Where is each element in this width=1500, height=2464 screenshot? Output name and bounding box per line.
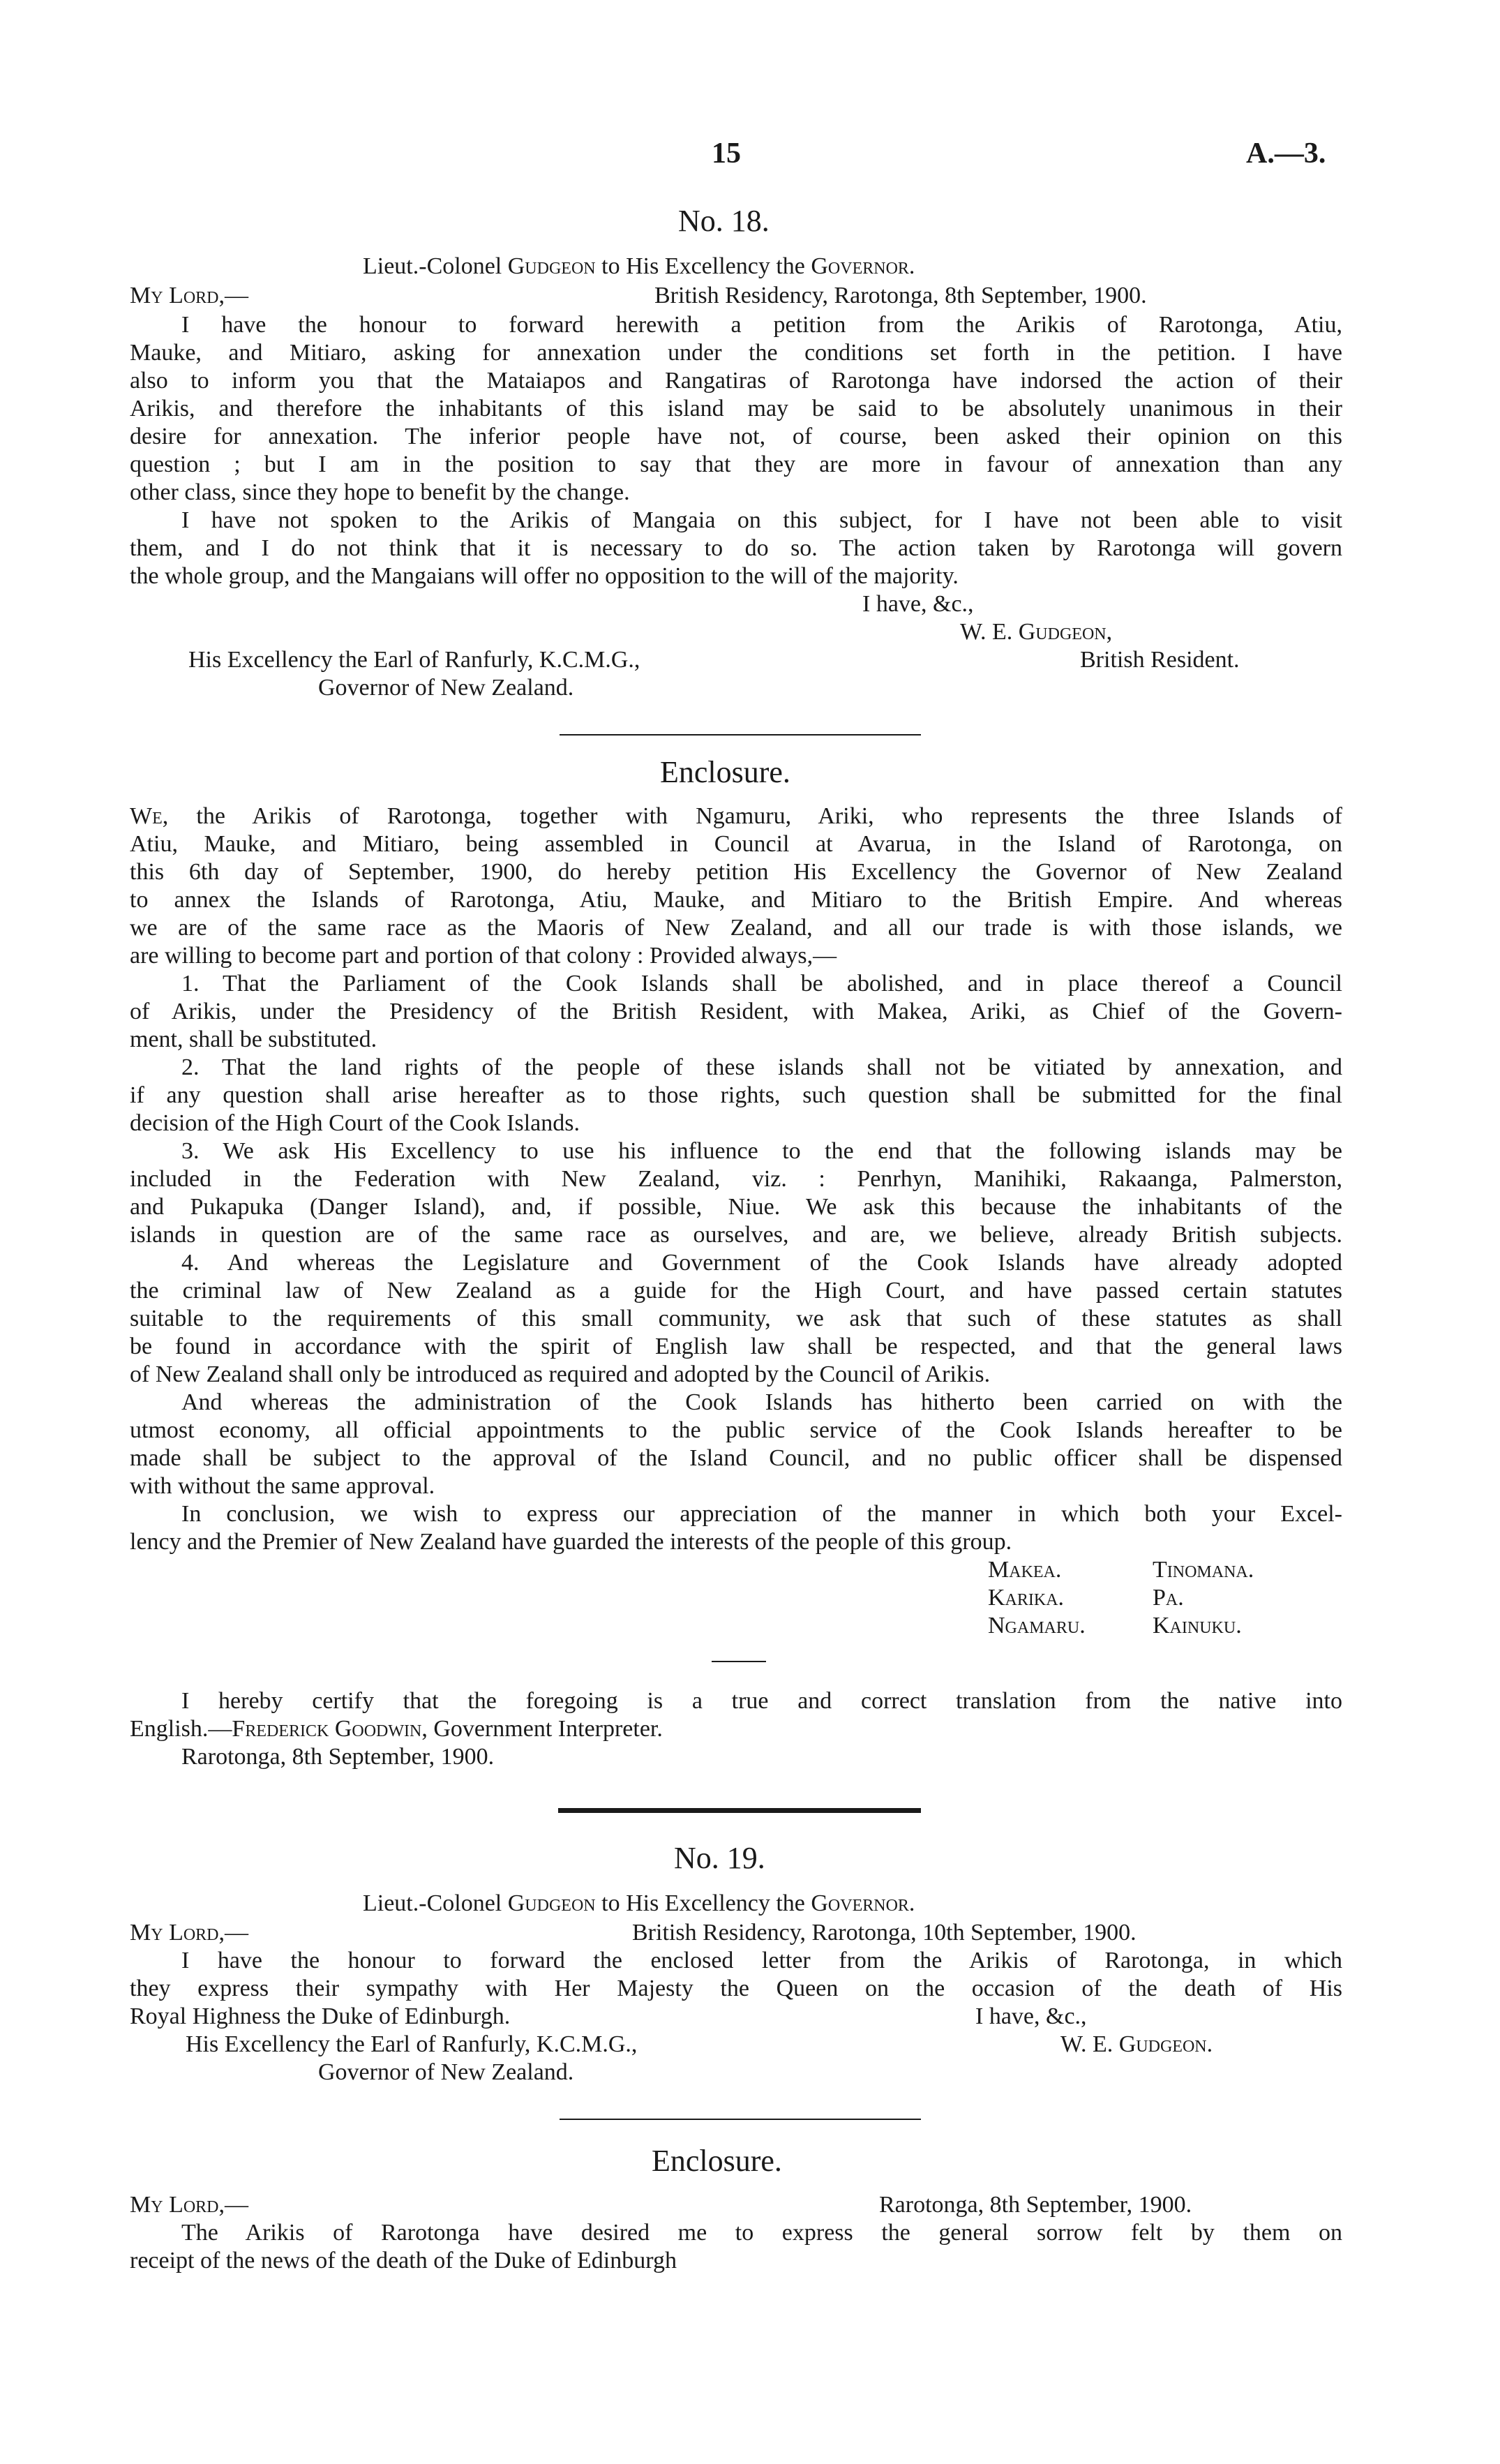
text-line bbox=[130, 1715, 1342, 1743]
text-line: suitable to the requirements of this small community, we ask that such of these statutes as shall bbox=[130, 1306, 1342, 1331]
letter-19-signer: W. E. Gudgeon. bbox=[1060, 2031, 1213, 2057]
enclosure-2-dateline: Rarotonga, 8th September, 1900. bbox=[879, 2192, 1192, 2218]
signatory-tinomana: Tinomana. bbox=[1153, 1557, 1254, 1583]
text-line: Rarotonga, 8th September, 1900. bbox=[181, 1744, 495, 1770]
letter-19-dateline: British Residency, Rarotonga, 10th September, 1900. bbox=[632, 1920, 1137, 1946]
text-line: also to inform you that the Mataiapos and Rangatiras of Rarotonga have indorsed the action of their bbox=[130, 368, 1342, 394]
text-line: 3. We ask His Excellency to use his influence to the end that the following islands may be bbox=[181, 1138, 1342, 1164]
text-line: Atiu, Mauke, and Mitiaro, being assembled in Council at Avarua, in the Island of Rarotonga, on bbox=[130, 831, 1342, 857]
signatory-makea: Makea. bbox=[988, 1557, 1062, 1583]
enclosure-2-heading: Enclosure. bbox=[652, 2144, 782, 2178]
text-line: the whole group, and the Mangaians will offer no opposition to the will of the majority. bbox=[130, 563, 959, 589]
text-line: Mauke, and Mitiaro, asking for annexation under the conditions set forth in the petition. I have bbox=[130, 340, 1342, 366]
letter-19-addressee: His Excellency the Earl of Ranfurly, K.C.M.G., bbox=[186, 2031, 638, 2057]
subheading-text: Lieut.-Colonel bbox=[363, 1890, 508, 1916]
text-line: are willing to become part and portion of that colony : Provided always,— bbox=[130, 943, 837, 969]
text-fragment: , the Arikis of Rarotonga, together with Ngamuru, Ariki, who represents the three Islands of bbox=[162, 803, 1342, 829]
text-line: included in the Federation with New Zealand, viz. : Penrhyn, Manihiki, Rakaanga, Palmerston, bbox=[130, 1166, 1342, 1192]
signatory-kainuku: Kainuku. bbox=[1153, 1613, 1242, 1638]
text-line: question ; but I am in the position to say that they are more in favour of annexation than any bbox=[130, 451, 1342, 477]
text-line: the criminal law of New Zealand as a guide for the High Court, and have passed certain statutes bbox=[130, 1278, 1342, 1304]
letter-19-addressee-title: Governor of New Zealand. bbox=[318, 2059, 574, 2085]
interpreter-name: Frederick Goodwin bbox=[232, 1716, 422, 1742]
letter-18-closing: I have, &c., bbox=[862, 591, 974, 617]
letter-18-addressee-title: Governor of New Zealand. bbox=[318, 675, 574, 701]
text-line: ment, shall be substituted. bbox=[130, 1026, 377, 1052]
text-line: I hereby certify that the foregoing is a true and correct translation from the native into bbox=[181, 1688, 1342, 1714]
text-line: 4. And whereas the Legislature and Government of the Cook Islands have already adopted bbox=[181, 1250, 1342, 1276]
text-line: with without the same approval. bbox=[130, 1473, 435, 1499]
subheading-title: Governor. bbox=[811, 1890, 915, 1916]
text-line: they express their sympathy with Her Majesty the Queen on the occasion of the death of His bbox=[130, 1976, 1342, 2001]
letter-18-paragraph-1 bbox=[130, 311, 1342, 507]
enclosure-2-body bbox=[130, 2219, 1342, 2247]
page-number: 15 bbox=[712, 137, 741, 170]
letter-18-salutation: My Lord,— bbox=[130, 283, 249, 308]
section-divider bbox=[560, 734, 921, 736]
text-line: utmost economy, all official appointments to the public service of the Cook Islands hereafter to be bbox=[130, 1417, 1342, 1443]
subheading-name: Gudgeon bbox=[507, 253, 596, 279]
text-line: I have the honour to forward herewith a petition from the Arikis of Rarotonga, Atiu, bbox=[181, 312, 1342, 338]
text-line: lency and the Premier of New Zealand have guarded the interests of the people of this group. bbox=[130, 1529, 1012, 1555]
text-line bbox=[130, 802, 1342, 830]
petition-item-1 bbox=[130, 970, 1342, 1054]
petition-item-5 bbox=[130, 1389, 1342, 1500]
letter-19-closing: I have, &c., bbox=[975, 2003, 1087, 2029]
letter-18-dateline: British Residency, Rarotonga, 8th September, 1900. bbox=[654, 283, 1147, 308]
letter-19-paragraph-end: Royal Highness the Duke of Edinburgh. bbox=[130, 2003, 511, 2029]
signatory-karika: Karika. bbox=[988, 1585, 1065, 1611]
signatory-ngamaru: Ngamaru. bbox=[988, 1613, 1086, 1638]
text-line: decision of the High Court of the Cook Islands. bbox=[130, 1110, 580, 1136]
subheading-text: Lieut.-Colonel bbox=[363, 253, 508, 279]
page-reference: A.—3. bbox=[1246, 137, 1326, 170]
text-fragment: , Government Interpreter. bbox=[421, 1716, 663, 1742]
letter-19-paragraph bbox=[130, 1947, 1342, 2003]
letter-19-salutation: My Lord,— bbox=[130, 1920, 249, 1946]
text-line: to annex the Islands of Rarotonga, Atiu, Mauke, and Mitiaro to the British Empire. And whereas bbox=[130, 887, 1342, 913]
text-line: them, and I do not think that it is necessary to do so. The action taken by Rarotonga will govern bbox=[130, 535, 1342, 561]
text-line: this 6th day of September, 1900, do hereby petition His Excellency the Governor of New Zealand bbox=[130, 859, 1342, 885]
translation-certificate bbox=[130, 1687, 1342, 1771]
text-line: Arikis, and therefore the inhabitants of this island may be said to be absolutely unanimous in their bbox=[130, 396, 1342, 421]
text-line: if any question shall arise hereafter as to those rights, such question shall be submitted for the final bbox=[130, 1082, 1342, 1108]
petition-item-2 bbox=[130, 1054, 1342, 1137]
signatory-pa: Pa. bbox=[1153, 1585, 1184, 1611]
letter-19-subheading bbox=[363, 1890, 915, 1918]
short-divider bbox=[712, 1661, 766, 1662]
letter-18-addressee: His Excellency the Earl of Ranfurly, K.C.M.G., bbox=[188, 647, 640, 673]
petition-conclusion bbox=[130, 1500, 1342, 1556]
text-fragment: English.— bbox=[130, 1716, 232, 1742]
text-line: The Arikis of Rarotonga have desired me to express the general sorrow felt by them on bbox=[181, 2220, 1342, 2246]
text-line: of New Zealand shall only be introduced as required and adopted by the Council of Arikis. bbox=[130, 1361, 991, 1387]
subheading-name: Gudgeon bbox=[507, 1890, 596, 1916]
subheading-text: to His Excellency the bbox=[595, 253, 811, 279]
enclosure-2-salutation: My Lord,— bbox=[130, 2192, 249, 2218]
subheading-text: to His Excellency the bbox=[595, 1890, 811, 1916]
petition-first-word: We bbox=[130, 803, 163, 829]
letter-number-18: No. 18. bbox=[678, 204, 770, 238]
text-line: other class, since they hope to benefit by the change. bbox=[130, 479, 630, 505]
text-line: 1. That the Parliament of the Cook Islands shall be abolished, and in place thereof a Council bbox=[181, 971, 1342, 996]
letter-number-19: No. 19. bbox=[674, 1841, 765, 1875]
text-line: be found in accordance with the spirit of English law shall be respected, and that the general laws bbox=[130, 1334, 1342, 1359]
letter-18-signer-title: British Resident. bbox=[1080, 647, 1240, 673]
text-line: 2. That the land rights of the people of these islands shall not be vitiated by annexation, and bbox=[181, 1054, 1342, 1080]
thick-divider bbox=[558, 1808, 921, 1813]
petition-intro bbox=[130, 802, 1342, 970]
letter-18-paragraph-2 bbox=[130, 507, 1342, 590]
petition-item-4 bbox=[130, 1249, 1342, 1389]
subheading-title: Governor. bbox=[811, 253, 915, 279]
enclosure-2-body-end: receipt of the news of the death of the Duke of Edinburgh bbox=[130, 2248, 677, 2273]
text-line: And whereas the administration of the Cook Islands has hitherto been carried on with the bbox=[181, 1389, 1342, 1415]
text-line: made shall be subject to the approval of the Island Council, and no public officer shall be dispensed bbox=[130, 1445, 1342, 1471]
text-line: and Pukapuka (Danger Island), and, if possible, Niue. We ask this because the inhabitants of the bbox=[130, 1194, 1342, 1220]
enclosure-1-heading: Enclosure. bbox=[660, 755, 790, 789]
letter-18-subheading bbox=[363, 253, 915, 281]
text-line: I have not spoken to the Arikis of Mangaia on this subject, for I have not been able to visit bbox=[181, 507, 1342, 533]
text-line: In conclusion, we wish to express our appreciation of the manner in which both your Excel- bbox=[181, 1501, 1342, 1527]
text-line: desire for annexation. The inferior people have not, of course, been asked their opinion on this bbox=[130, 424, 1342, 449]
text-line: of Arikis, under the Presidency of the British Resident, with Makea, Ariki, as Chief of the Govern- bbox=[130, 999, 1342, 1024]
petition-item-3 bbox=[130, 1137, 1342, 1249]
text-line: I have the honour to forward the enclosed letter from the Arikis of Rarotonga, in which bbox=[181, 1948, 1342, 1973]
text-line: we are of the same race as the Maoris of New Zealand, and all our trade is with those islands, we bbox=[130, 915, 1342, 941]
section-divider bbox=[560, 2119, 921, 2120]
text-line: islands in question are of the same race as ourselves, and are, we believe, already British subjects. bbox=[130, 1222, 1342, 1248]
letter-18-signer: W. E. Gudgeon, bbox=[960, 619, 1113, 645]
